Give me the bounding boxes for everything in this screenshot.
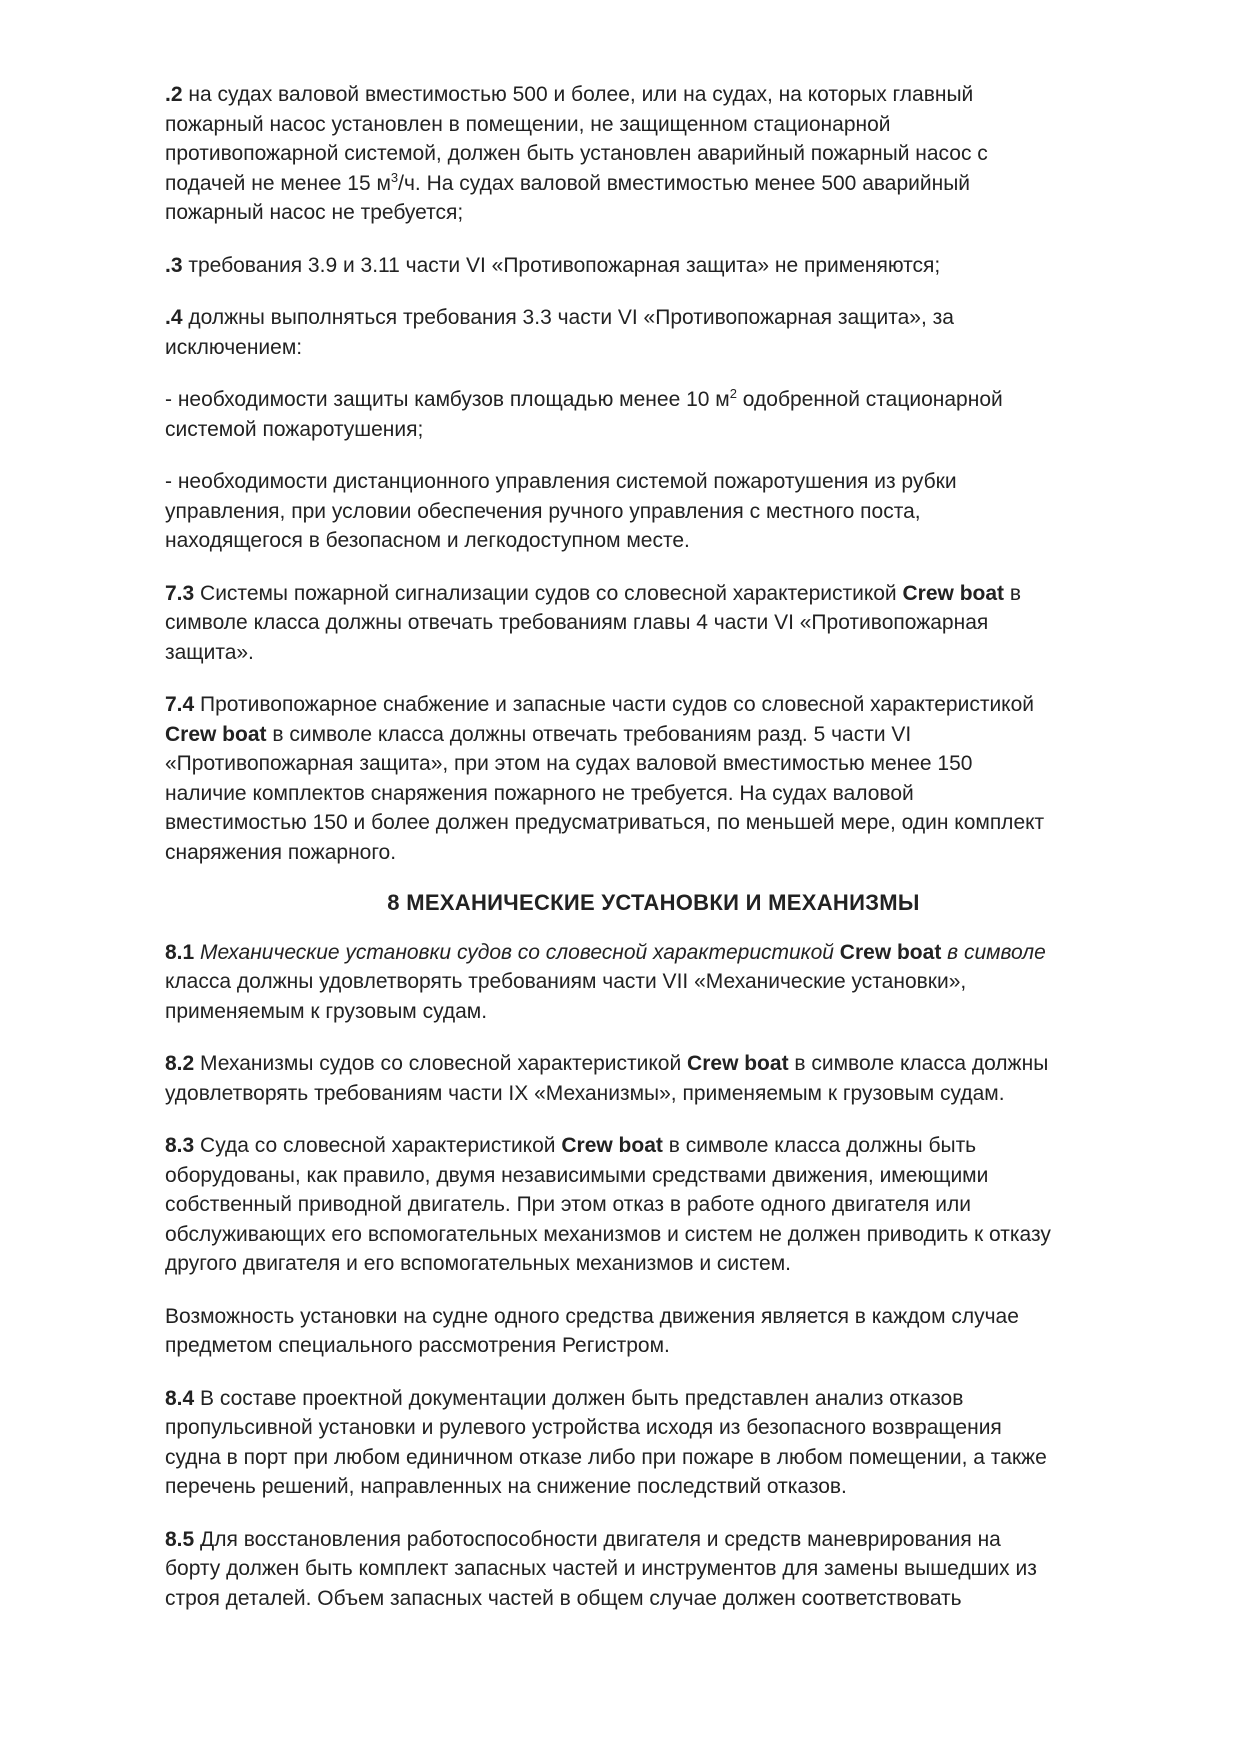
text-line: Суда со словесной характеристикой [194, 1134, 562, 1157]
text-line: наличие комплектов снаряжения пожарного не требуется. На судах валовой [165, 781, 914, 805]
text-line: в [1004, 581, 1022, 605]
text-line: удовлетворять требованиям части IX «Механизмы», применяемым к грузовым судам. [165, 1081, 1005, 1105]
text-line: другого двигателя и его вспомогательных механизмов и систем. [165, 1252, 792, 1275]
paragraph-8-3 [165, 1131, 1132, 1279]
text-line: класса должны удовлетворять требованиям части VII «Механические установки», [165, 970, 967, 993]
paragraph-8-1 [165, 938, 1132, 1027]
paragraph-item-2 [165, 80, 1132, 228]
crew-boat-term: Crew boat [561, 1134, 663, 1157]
item-number: .4 [165, 306, 183, 329]
text-line: в символе [941, 940, 1046, 964]
crew-boat-term: Crew boat [839, 940, 942, 964]
text-line: пожарный насос установлен в помещении, не защищенном стационарной [165, 112, 891, 136]
text-line: находящегося в безопасном и легкодоступном месте. [165, 529, 690, 552]
text-line: /ч. На судах валовой вместимостью менее 500 аварийный [398, 171, 971, 195]
text-line: системой пожаротушения; [165, 417, 424, 441]
text-line: В составе проектной документации должен быть представлен анализ отказов [194, 1386, 964, 1410]
paragraph-item-3 [165, 251, 1132, 281]
paragraph-8-5 [165, 1525, 1132, 1614]
text-line: пожарный насос не требуется; [165, 201, 464, 224]
text-line: пропульсивной установки и рулевого устройства исходя из безопасного возвращения [165, 1416, 1002, 1439]
item-number: 8.1 [165, 940, 195, 964]
text-line: символе класса должны отвечать требованиям главы 4 части VI «Противопожарная [165, 611, 989, 634]
item-number: 8.2 [165, 1052, 195, 1075]
paragraph-dash-remote-control [165, 467, 1132, 556]
text-line: обслуживающих его вспомогательных механизмов и систем не должен приводить к отказу [165, 1222, 1051, 1246]
text-line: Для восстановления работоспособности двигателя и средств маневрирования на [194, 1527, 1001, 1551]
text-line: в символе класса должны отвечать требованиям разд. 5 части VI [266, 722, 912, 746]
text-line: строя деталей. Объем запасных частей в общем случае должен соответствовать [165, 1586, 962, 1610]
paragraph-7-4 [165, 690, 1132, 867]
paragraph-dash-galleys [165, 385, 1132, 444]
text-line: Возможность установки на судне одного средства движения является в каждом случае [165, 1304, 1019, 1328]
paragraph-item-4 [165, 303, 1132, 362]
text-line: собственный приводной двигатель. При этом отказ в работе одного двигателя или [165, 1193, 971, 1216]
item-number: 8.5 [165, 1527, 195, 1551]
text-line: - необходимости дистанционного управления системой пожаротушения из рубки [165, 470, 957, 493]
item-number: 8.3 [165, 1134, 195, 1157]
text-line: Противопожарное снабжение и запасные части судов со словесной характеристикой [194, 693, 1035, 716]
superscript: 3 [390, 169, 399, 185]
paragraph-7-3 [165, 579, 1132, 668]
section-heading: 8 МЕХАНИЧЕСКИЕ УСТАНОВКИ И МЕХАНИЗМЫ [387, 890, 920, 915]
text-line: предметом специального рассмотрения Регистром. [165, 1334, 670, 1357]
text-line: судна в порт при любом единичном отказе либо при пожаре в любом помещении, а также [165, 1445, 1047, 1469]
crew-boat-term: Crew boat [687, 1052, 789, 1075]
text-line: в символе класса должны быть [662, 1134, 977, 1157]
text-line: снаряжения пожарного. [165, 840, 397, 864]
text-line: в символе класса должны [788, 1052, 1049, 1075]
text-line: на судах валовой вместимостью 500 и более, или на судах, на которых главный [182, 83, 974, 106]
text-line: подачей не менее 15 м [165, 171, 391, 195]
text-line: исключением: [165, 335, 303, 359]
item-number: 7.3 [165, 581, 195, 605]
text-line: «Противопожарная защита», при этом на судах валовой вместимостью менее 150 [165, 752, 973, 775]
text-line: противопожарной системой, должен быть установлен аварийный пожарный насос с [165, 142, 988, 165]
crew-boat-term: Crew boat [902, 581, 1005, 605]
text-line: перечень решений, направленных на снижение последствий отказов. [165, 1475, 847, 1498]
paragraph-single-propulsion [165, 1302, 1132, 1361]
text-line: - необходимости защиты камбузов площадью менее 10 м [165, 388, 730, 411]
text-line: применяемым к грузовым судам. [165, 999, 488, 1023]
item-number: 8.4 [165, 1386, 195, 1410]
text-line: борту должен быть комплект запасных частей и инструментов для замены вышедших из [165, 1557, 1037, 1580]
superscript: 2 [729, 386, 737, 401]
text-line: Механические установки судов со словесной характеристикой [194, 940, 840, 964]
text-line: требования 3.9 и 3.11 части VI «Противопожарная защита» не применяются; [182, 253, 941, 277]
text-line: Механизмы судов со словесной характеристикой [194, 1052, 688, 1075]
item-number: .2 [165, 83, 183, 106]
text-line: должны выполняться требования 3.3 части VI «Противопожарная защита», за [182, 306, 954, 329]
text-line: вместимостью 150 и более должен предусматриваться, по меньшей мере, один комплект [165, 811, 1045, 834]
crew-boat-term: Crew boat [165, 722, 267, 746]
text-line: одобренной стационарной [736, 388, 1003, 411]
item-number: 7.4 [165, 693, 195, 716]
text-line: защита». [165, 640, 254, 664]
paragraph-8-2 [165, 1049, 1132, 1108]
text-line: управления, при условии обеспечения ручного управления с местного поста, [165, 499, 921, 523]
text-line: оборудованы, как правило, двумя независимыми средствами движения, имеющими [165, 1163, 989, 1187]
item-number: .3 [165, 253, 183, 277]
text-line: Системы пожарной сигнализации судов со словесной характеристикой [194, 581, 903, 605]
paragraph-8-4 [165, 1384, 1132, 1502]
